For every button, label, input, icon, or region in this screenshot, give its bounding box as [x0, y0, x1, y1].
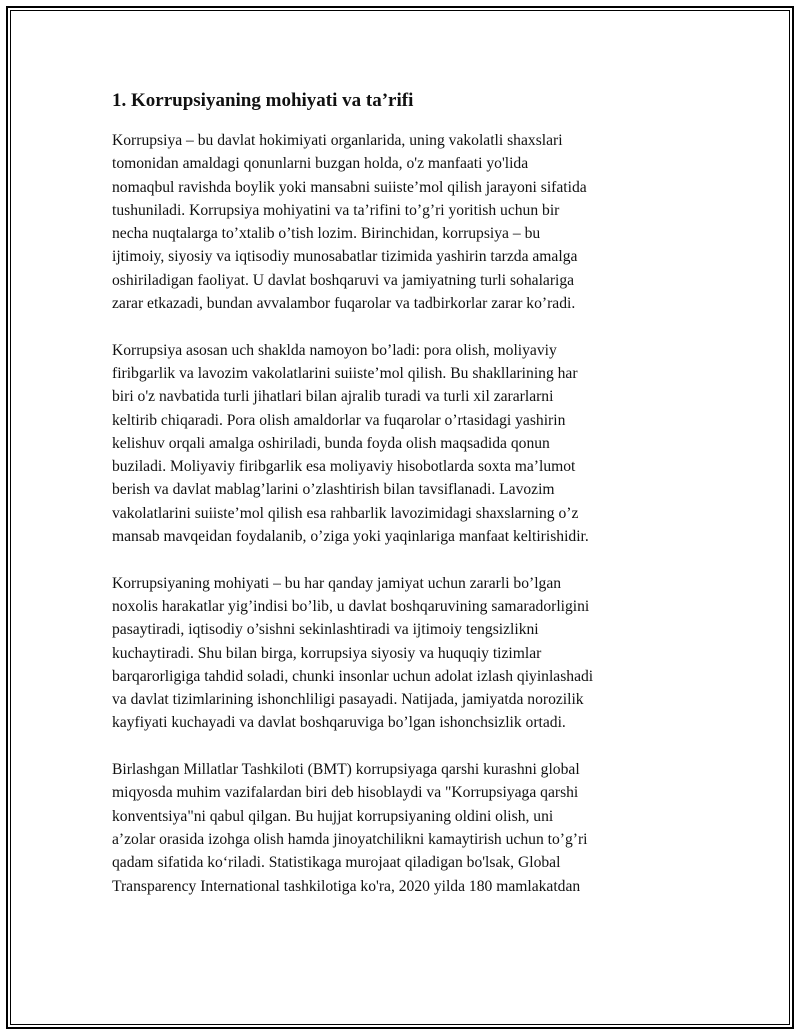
text-line: mansab mavqeidan foydalanib, o’ziga yoki yaqinlariga manfaat keltirishidir. — [112, 528, 589, 546]
text-line: Korrupsiya – bu davlat hokimiyati organlarida, uning vakolatli shaxslari — [112, 132, 563, 149]
text-line: barqarorligiga tahdid soladi, chunki insonlar uchun adolat izlash qiyinlashadi — [112, 667, 594, 685]
text-line: berish va davlat mablag’larini o’zlashtirish bilan tavsiflanadi. Lavozim — [112, 481, 555, 499]
text-line: Birlashgan Millatlar Tashkiloti (BMT) korrupsiyaga qarshi kurashni global — [112, 761, 580, 779]
text-line: tushuniladi. Korrupsiya mohiyatini va ta’rifini to’g’ri yoritish uchun bir — [112, 201, 560, 219]
paragraph-3 — [112, 572, 686, 735]
text-line: zarar etkazadi, bundan avvalambor fuqarolar va tadbirkorlar zarar ko’radi. — [112, 295, 576, 313]
section-heading: 1. Korrupsiyaning mohiyati va ta’rifi — [112, 90, 414, 111]
text-line: oshiriladigan faoliyat. U davlat boshqaruvi va jamiyatning turli sohalariga — [112, 271, 575, 289]
text-line: va davlat tizimlarining ishonchliligi pasayadi. Natijada, jamiyatda norozilik — [112, 691, 584, 709]
text-line: konventsiya"ni qabul qilgan. Bu hujjat korrupsiyaning oldini olish, uni — [112, 807, 554, 825]
text-line: biri o'z navbatida turli jihatlari bilan ajralib turadi va turli xil zararlarni — [112, 388, 554, 406]
text-line: kelishuv orqali amalga oshiriladi, bunda foyda olish maqsadida qonun — [112, 434, 550, 452]
text-line: keltirib chiqaradi. Pora olish amaldorlar va fuqarolar o’rtasidagi yashirin — [112, 411, 566, 429]
text-line: nomaqbul ravishda boylik yoki mansabni suiiste’mol qilish jarayoni sifatida — [112, 178, 587, 196]
text-line: Transparency International tashkilotiga ko'ra, 2020 yilda 180 mamlakatdan — [112, 877, 581, 895]
text-line: vakolatlarini suiiste’mol qilish esa rahbarlik lavozimidagi shaxslarning o’z — [112, 504, 579, 522]
text-line: Korrupsiya asosan uch shaklda namoyon bo’ladi: pora olish, moliyaviy — [112, 341, 557, 359]
text-line: firibgarlik va lavozim vakolatlarini suiiste’mol qilish. Bu shakllarining har — [112, 364, 578, 382]
text-line: a’zolar orasida izohga olish hamda jinoyatchilikni kamaytirish uchun to’g’ri — [112, 830, 588, 848]
text-line: pasaytiradi, iqtisodiy o’sishni sekinlashtiradi va ijtimoiy tengsizlikni — [112, 621, 539, 639]
paragraph-1 — [112, 129, 686, 315]
document-body — [112, 88, 686, 921]
text-line: miqyosda muhim vazifalardan biri deb hisoblaydi va "Korrupsiyaga qarshi — [112, 784, 579, 802]
text-line: qadam sifatida ko‘riladi. Statistikaga murojaat qiladigan bo'lsak, Global — [112, 854, 561, 872]
text-line: Korrupsiyaning mohiyati – bu har qanday jamiyat uchun zararli bo’lgan — [112, 574, 562, 592]
text-line: necha nuqtalarga to’xtalib o’tish lozim. Birinchidan, korrupsiya – bu — [112, 225, 541, 243]
text-line: buziladi. Moliyaviy firibgarlik esa moliyaviy hisobotlarda soxta ma’lumot — [112, 458, 576, 476]
text-line: kayfiyati kuchayadi va davlat boshqaruviga bo’lgan ishonchsizlik ortadi. — [112, 714, 566, 732]
paragraph-4 — [112, 758, 686, 898]
paragraph-2 — [112, 339, 686, 549]
text-line: ijtimoiy, siyosiy va iqtisodiy munosabatlar tizimida yashirin tarzda amalga — [112, 248, 578, 266]
text-line: tomonidan amaldagi qonunlarni buzgan holda, o'z manfaati yo'lida — [112, 155, 529, 173]
text-line: noxolis harakatlar yig’indisi bo’lib, u davlat boshqaruvining samaradorligini — [112, 597, 590, 615]
text-line: kuchaytiradi. Shu bilan birga, korrupsiya siyosiy va huquqiy tizimlar — [112, 644, 542, 662]
